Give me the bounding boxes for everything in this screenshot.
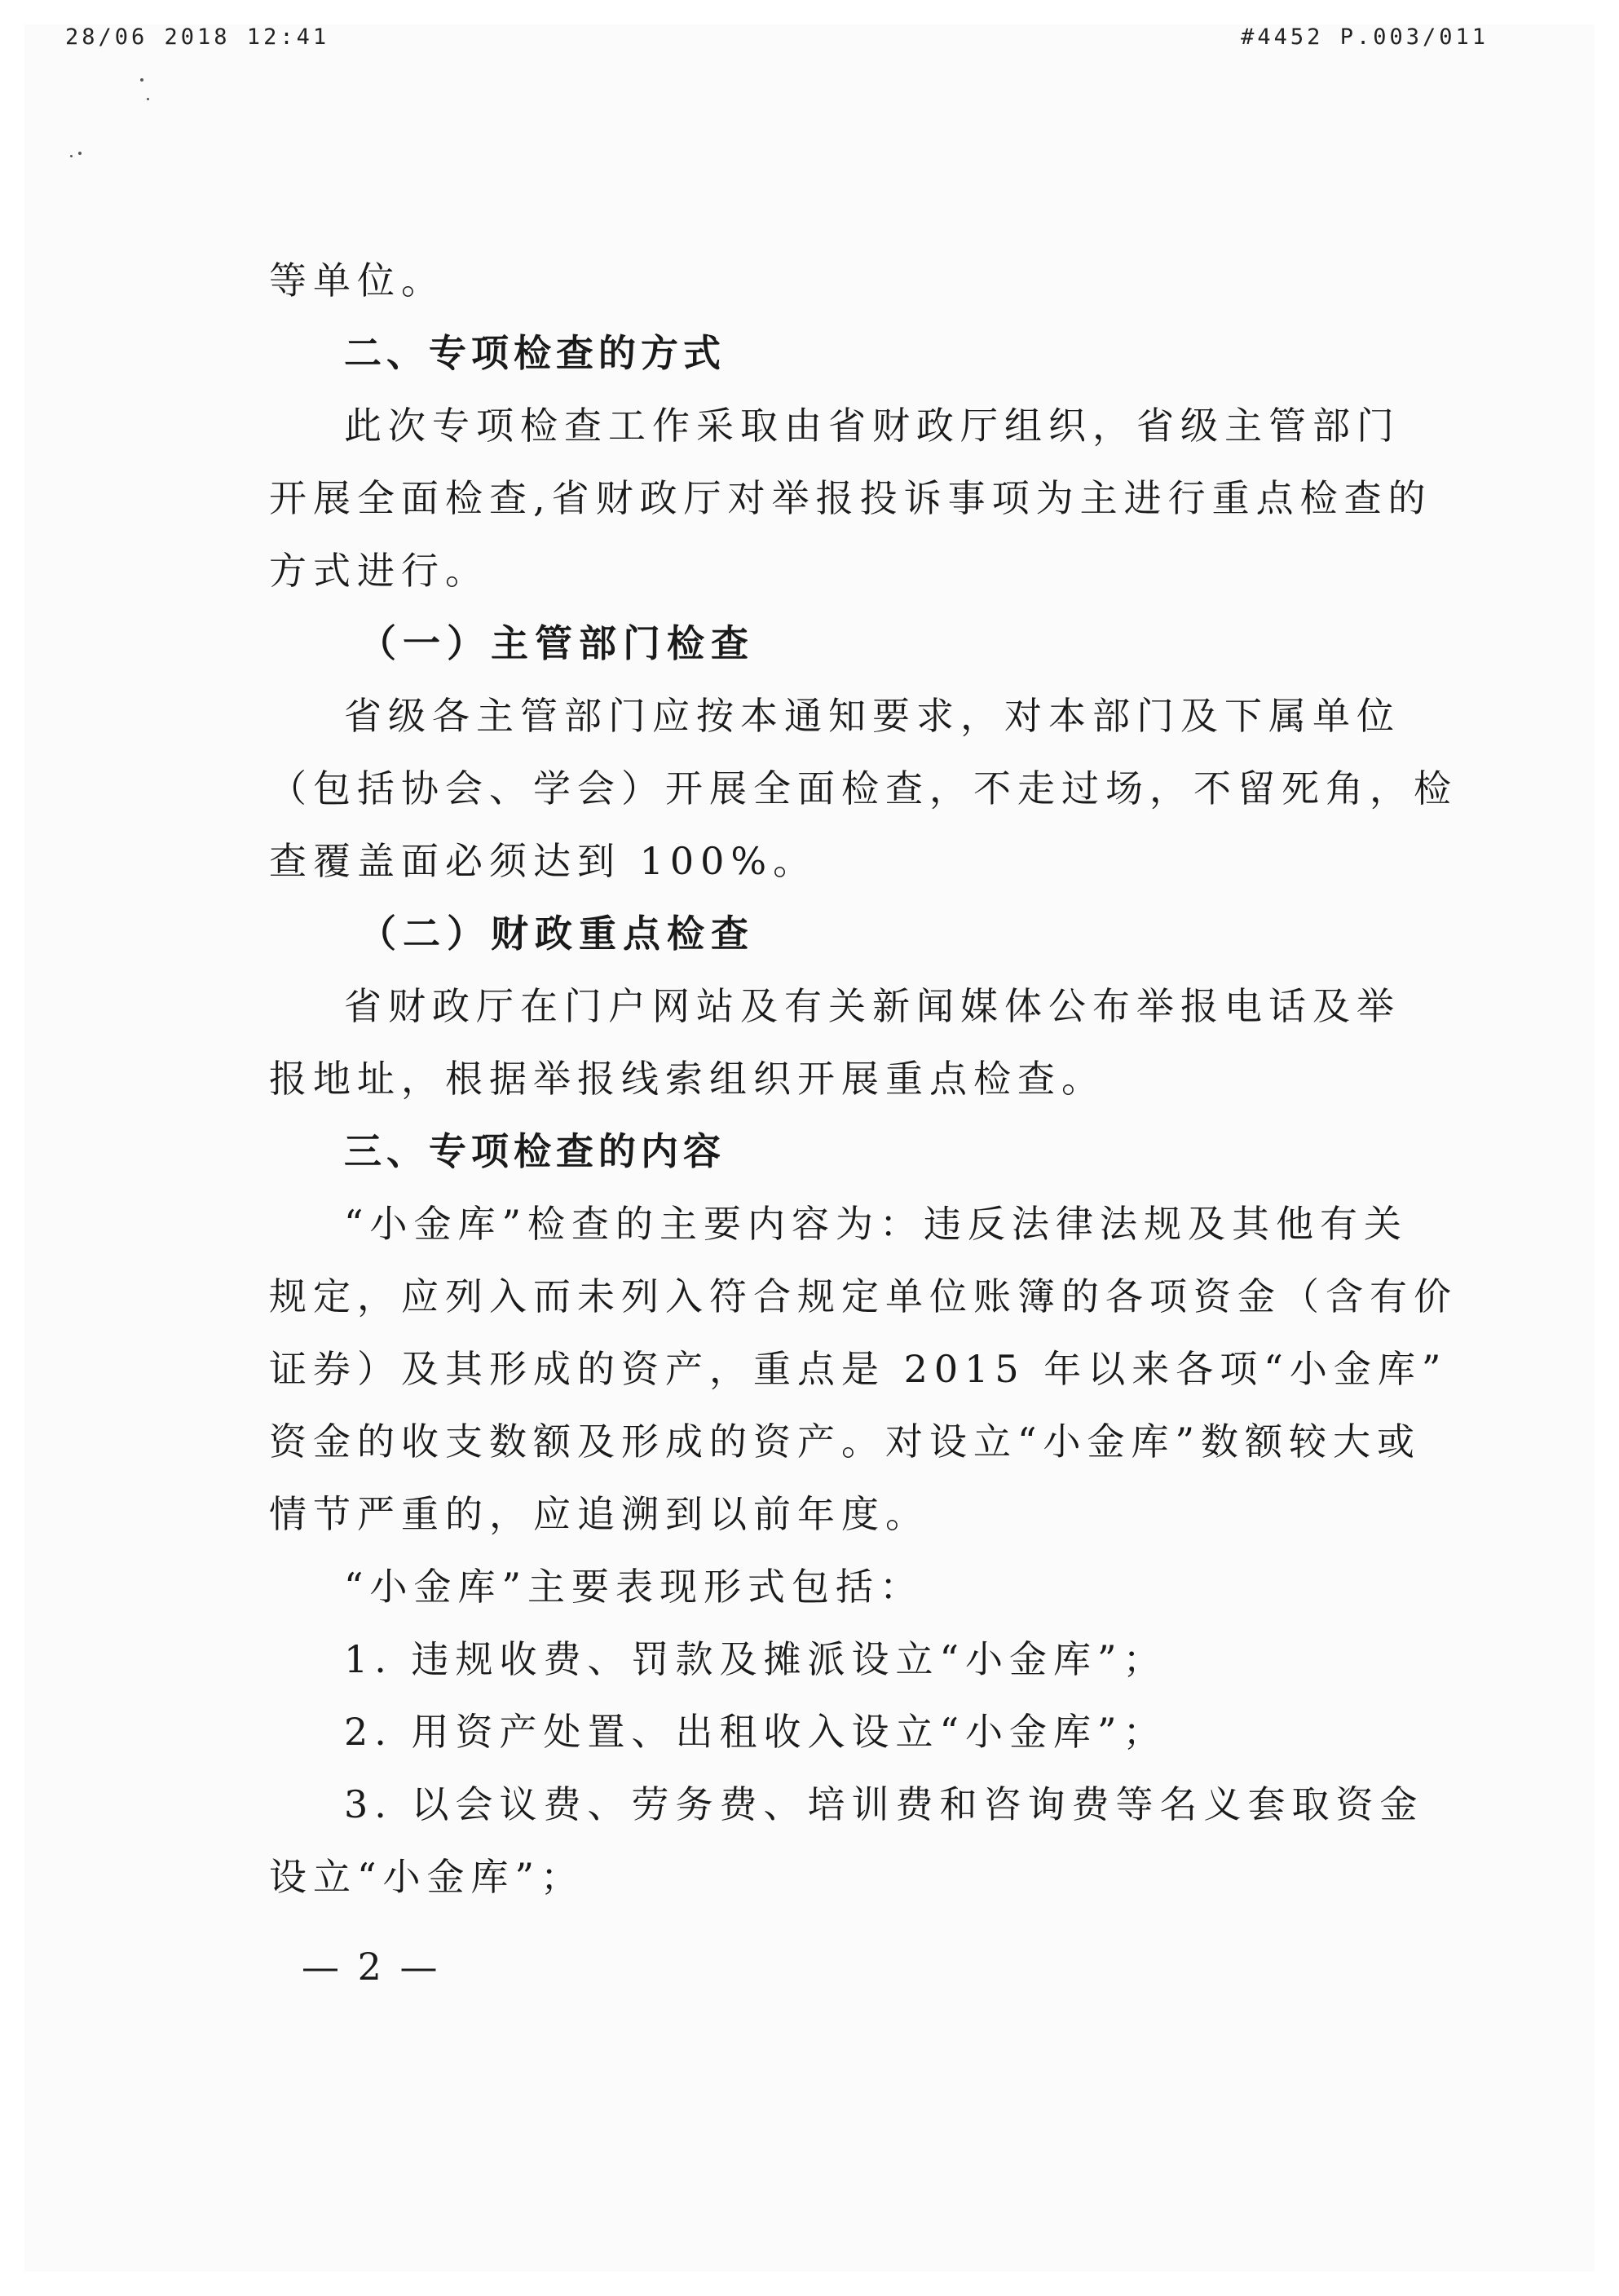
paragraph-line: “小金库”检查的主要内容为：违反法律法规及其他有关 [344,1202,1409,1246]
section-heading-2: 二、专项检查的方式 [344,331,726,375]
paragraph-line: 省级各主管部门应按本通知要求，对本部门及下属单位 [344,694,1401,738]
list-item-continuation: 设立“小金库”； [269,1855,585,1899]
list-item: 3. 以会议费、劳务费、培训费和咨询费等名义套取资金 [344,1782,1424,1826]
paragraph-line: 规定，应列入而未列入符合规定单位账簿的各项资金（含有价 [269,1274,1458,1318]
paragraph-line: 等单位。 [269,258,445,302]
subsection-heading-1: （一）主管部门检查 [359,621,755,665]
paragraph-line: 方式进行。 [269,549,489,593]
paragraph-line: 证券）及其形成的资产，重点是 2015 年以来各项“小金库” [269,1347,1448,1391]
paragraph-line: 资金的收支数额及形成的资产。对设立“小金库”数额较大或 [269,1420,1422,1464]
subsection-heading-2: （二）财政重点检查 [359,912,755,956]
paragraph-line: 此次专项检查工作采取由省财政厅组织，省级主管部门 [344,404,1401,448]
scan-speck [140,78,143,82]
paragraph-line: 查覆盖面必须达到 100%。 [269,839,818,883]
scan-speck [70,155,73,157]
paragraph-line: 情节严重的，应追溯到以前年度。 [269,1492,929,1536]
fax-page-info: #4452 P.003/011 [1241,24,1489,50]
fax-datetime: 28/06 2018 12:41 [65,24,330,50]
scan-speck [78,152,82,155]
page-number: — 2 — [302,1945,441,1989]
paragraph-line: 开展全面检查,省财政厅对举报投诉事项为主进行重点检查的 [269,476,1432,520]
paragraph-line: （包括协会、学会）开展全面检查，不走过场，不留死角，检 [269,766,1458,810]
scan-speck [147,98,149,100]
document-body [269,245,1458,1914]
list-item: 2. 用资产处置、出租收入设立“小金库”； [344,1710,1167,1754]
paragraph-line: “小金库”主要表现形式包括： [344,1565,924,1609]
paragraph-line: 省财政厅在门户网站及有关新闻媒体公布举报电话及举 [344,984,1401,1028]
list-item: 1. 违规收费、罚款及摊派设立“小金库”； [344,1637,1167,1681]
section-heading-3: 三、专项检查的内容 [344,1129,726,1173]
paragraph-line: 报地址，根据举报线索组织开展重点检查。 [269,1057,1105,1101]
